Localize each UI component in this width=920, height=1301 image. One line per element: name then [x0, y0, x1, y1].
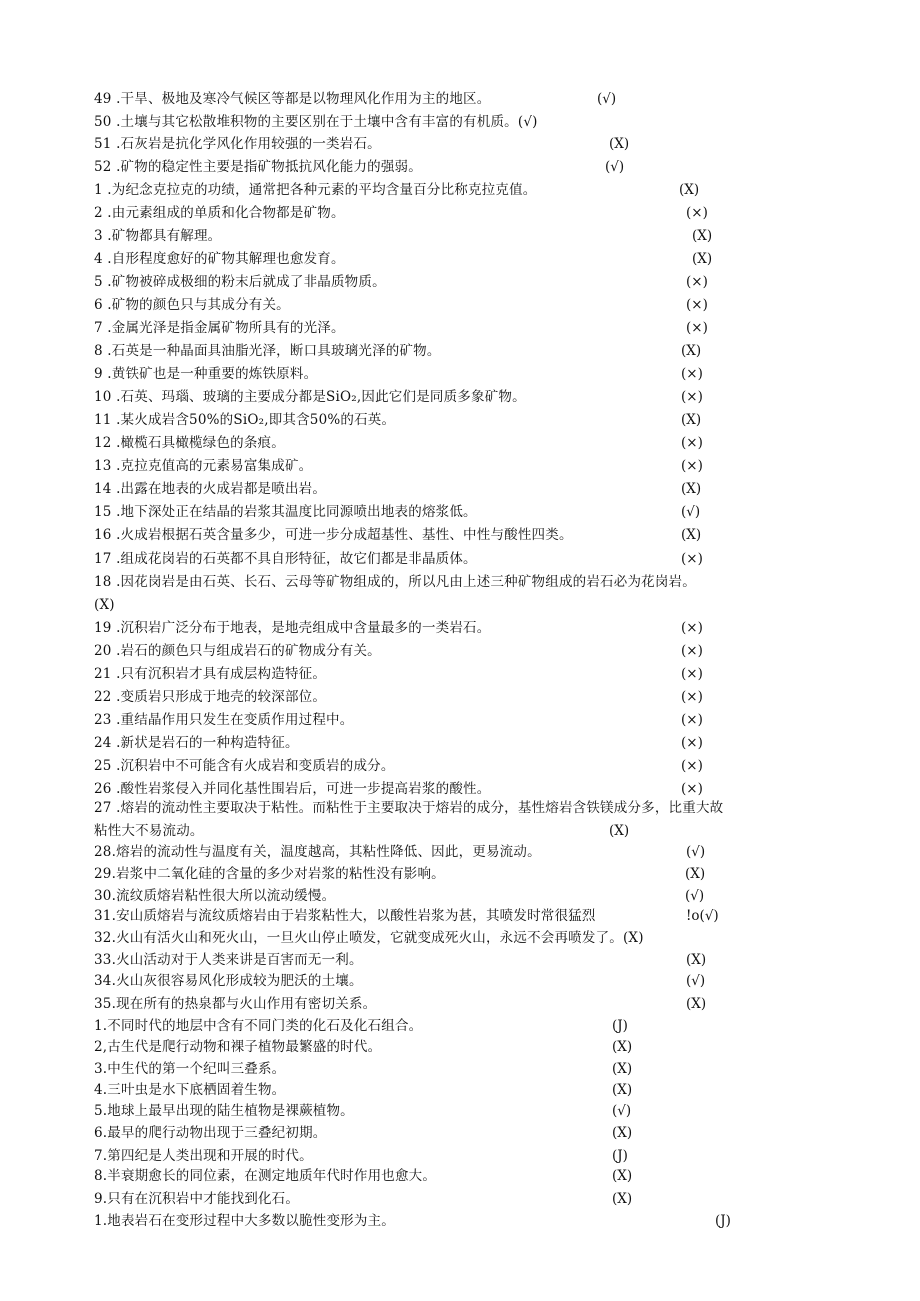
- question-text: 13 .克拉克值高的元素易富集成矿。: [94, 458, 313, 474]
- question-line: [0, 479, 920, 501]
- answer-mark: (×): [681, 551, 703, 567]
- question-line: [0, 525, 920, 547]
- answer-mark: (×): [681, 458, 703, 474]
- answer-mark: (√): [681, 504, 701, 520]
- question-line: [0, 1166, 920, 1188]
- question-line: [0, 295, 920, 317]
- question-text: 3 .矿物都具有解理。: [94, 228, 222, 244]
- question-line: [0, 1123, 920, 1145]
- answer-mark: (×): [681, 366, 703, 382]
- question-text: 52 .矿物的稳定性主要是指矿物抵抗风化能力的强弱。: [94, 159, 422, 175]
- question-text: 49 .干旱、极地及寒冷气候区等都是以物理风化作用为主的地区。: [94, 91, 491, 107]
- question-line: [0, 906, 920, 928]
- question-line: [0, 798, 920, 820]
- answer-mark: (×): [686, 320, 708, 336]
- question-text: 25 .沉积岩中不可能含有火成岩和变质岩的成分。: [94, 758, 395, 774]
- question-line: [0, 950, 920, 972]
- question-text: 9 .黄铁矿也是一种重要的炼铁原料。: [94, 366, 318, 382]
- question-line: [0, 134, 920, 156]
- question-text: 4.三叶虫是水下底栖固着生物。: [94, 1082, 286, 1098]
- question-line: [0, 1211, 920, 1233]
- question-line: [0, 821, 920, 843]
- answer-mark: (X): [686, 952, 707, 968]
- answer-mark: (X): [686, 996, 707, 1012]
- question-line: [0, 433, 920, 455]
- answer-mark: (×): [686, 297, 708, 313]
- question-line: [0, 994, 920, 1016]
- answer-mark: (×): [681, 389, 703, 405]
- question-line: [0, 710, 920, 732]
- answer-mark: (J): [612, 1018, 628, 1034]
- answer-mark: (X): [692, 228, 713, 244]
- answer-mark: (X): [685, 866, 706, 882]
- answer-mark: (X): [681, 343, 702, 359]
- question-line: [0, 549, 920, 571]
- answer-mark: (X): [681, 412, 702, 428]
- question-line: [0, 203, 920, 225]
- answer-mark: (X): [681, 527, 702, 543]
- question-text: 50 .土壤与其它松散堆积物的主要区别在于土壤中含有丰富的有机质。(√): [94, 114, 538, 130]
- question-text: 5.地球上最早出现的陆生植物是裸蕨植物。: [94, 1103, 354, 1119]
- question-text: 7 .金属光泽是指金属矿物所具有的光泽。: [94, 320, 345, 336]
- question-line: [0, 157, 920, 179]
- answer-mark: (X): [612, 1168, 633, 1184]
- answer-mark: (×): [681, 643, 703, 659]
- question-text: 8 .石英是一种晶面具油脂光泽，断口具玻璃光泽的矿物。: [94, 343, 441, 359]
- question-text: 1.不同时代的地层中含有不同门类的化石及化石组合。: [94, 1018, 423, 1034]
- question-text: 31.安山质熔岩与流纹质熔岩由于岩浆粘性大，以酸性岩浆为甚，其喷发时常很猛烈: [94, 908, 596, 924]
- answer-mark: (J): [715, 1213, 731, 1229]
- question-line: [0, 664, 920, 686]
- answer-mark: (X): [681, 481, 702, 497]
- answer-mark: (X): [612, 1082, 633, 1098]
- question-text: 7.第四纪是人类出现和开展的时代。: [94, 1148, 313, 1164]
- question-text: 20 .岩石的颜色只与组成岩石的矿物成分有关。: [94, 643, 381, 659]
- question-text: 28.熔岩的流动性与温度有关，温度越高，其粘性降低、因此，更易流动。: [94, 844, 541, 860]
- question-text: 22 .变质岩只形成于地壳的较深部位。: [94, 689, 327, 705]
- question-text: 16 .火成岩根据石英含量多少，可进一步分成超基性、基性、中性与酸性四类。: [94, 527, 573, 543]
- question-text: 33.火山活动对于人类来讲是百害而无一利。: [94, 952, 363, 968]
- answer-mark: (×): [681, 758, 703, 774]
- question-line: [0, 502, 920, 524]
- question-text: 26 .酸性岩浆侵入并同化基性围岩后，可进一步提高岩浆的酸性。: [94, 781, 491, 797]
- answer-mark: (J): [612, 1148, 628, 1164]
- question-line: [0, 1080, 920, 1102]
- question-line: [0, 410, 920, 432]
- answer-mark: (X): [609, 136, 630, 152]
- question-line: [0, 341, 920, 363]
- question-text: 30.流纹质熔岩粘性很大所以流动缓慢。: [94, 888, 336, 904]
- question-line: [0, 364, 920, 386]
- question-line: [0, 1037, 920, 1059]
- question-text: 2,古生代是爬行动物和裸子植物最繁盛的时代。: [94, 1039, 382, 1055]
- question-text: 3.中生代的第一个纪叫三叠系。: [94, 1061, 286, 1077]
- question-line: [0, 387, 920, 409]
- question-text: 8.半衰期愈长的同位素，在测定地质年代时作用也愈大。: [94, 1168, 437, 1184]
- answer-mark: (X): [692, 251, 713, 267]
- question-line: [0, 1059, 920, 1081]
- answer-mark: (X): [612, 1191, 633, 1207]
- question-text: 粘性大不易流动。: [94, 823, 204, 839]
- question-line: [0, 272, 920, 294]
- question-line: [0, 249, 920, 271]
- answer-mark: (X): [612, 1039, 633, 1055]
- question-line: [0, 641, 920, 663]
- question-text: 15 .地下深处正在结晶的岩浆其温度比同源喷出地表的熔浆低。: [94, 504, 477, 520]
- question-line: [0, 971, 920, 993]
- question-text: 19 .沉积岩广泛分布于地表，是地壳组成中含量最多的一类岩石。: [94, 620, 491, 636]
- question-text: 6.最早的爬行动物出现于三叠纪初期。: [94, 1125, 327, 1141]
- answer-mark: (X): [609, 823, 630, 839]
- question-line: [0, 226, 920, 248]
- question-line: [0, 886, 920, 908]
- question-text: 11 .某火成岩含50%的SiO₂,即其含50%的石英。: [94, 412, 396, 428]
- question-line: [0, 1146, 920, 1168]
- answer-mark: (×): [681, 781, 703, 797]
- question-line: [0, 1189, 920, 1211]
- question-line: [0, 756, 920, 778]
- answer-mark: (√): [686, 973, 706, 989]
- question-text: 24 .新状是岩石的一种构造特征。: [94, 735, 299, 751]
- question-line: [0, 1016, 920, 1038]
- question-line: [0, 595, 920, 617]
- question-text: 2 .由元素组成的单质和化合物都是矿物。: [94, 205, 345, 221]
- answer-mark: (×): [681, 435, 703, 451]
- question-text: (X): [94, 597, 115, 613]
- answer-mark: (×): [686, 205, 708, 221]
- answer-mark: (√): [597, 91, 617, 107]
- answer-mark: (×): [681, 689, 703, 705]
- question-line: [0, 733, 920, 755]
- question-line: [0, 456, 920, 478]
- answer-mark: !o(√): [686, 908, 719, 924]
- question-text: 27 .熔岩的流动性主要取决于粘性。而粘性于主要取决于熔岩的成分，基性熔岩含铁镁成分多，比重大故: [94, 800, 724, 816]
- answer-mark: (X): [612, 1125, 633, 1141]
- question-text: 9.只有在沉积岩中才能找到化石。: [94, 1191, 300, 1207]
- question-text: 1 .为纪念克拉克的功绩，通常把各种元素的平均含量百分比称克拉克值。: [94, 182, 537, 198]
- answer-mark: (×): [681, 620, 703, 636]
- question-text: 10 .石英、玛瑙、玻璃的主要成分都是SiO₂,因此它们是同质多象矿物。: [94, 389, 526, 405]
- answer-mark: (×): [681, 712, 703, 728]
- question-text: 1.地表岩石在变形过程中大多数以脆性变形为主。: [94, 1213, 395, 1229]
- question-text: 18 .因花岗岩是由石英、长石、云母等矿物组成的，所以凡由上述三种矿物组成的岩石必为花岗岩。: [94, 574, 696, 590]
- answer-mark: (√): [605, 159, 625, 175]
- answer-mark: (×): [686, 274, 708, 290]
- question-line: [0, 618, 920, 640]
- question-text: 14 .出露在地表的火成岩都是喷出岩。: [94, 481, 327, 497]
- question-line: [0, 89, 920, 111]
- question-text: 35.现在所有的热泉都与火山作用有密切关系。: [94, 996, 377, 1012]
- question-text: 21 .只有沉积岩才具有成层构造特征。: [94, 666, 327, 682]
- question-line: [0, 180, 920, 202]
- question-text: 4 .自形程度愈好的矿物其解理也愈发育。: [94, 251, 345, 267]
- question-text: 29.岩浆中二氧化硅的含量的多少对岩浆的粘性没有影响。: [94, 866, 445, 882]
- question-line: [0, 864, 920, 886]
- answer-mark: (X): [612, 1061, 633, 1077]
- question-text: 12 .橄榄石具橄榄绿色的条痕。: [94, 435, 285, 451]
- question-text: 6 .矿物的颜色只与其成分有关。: [94, 297, 290, 313]
- answer-mark: (√): [612, 1103, 632, 1119]
- question-line: [0, 1101, 920, 1123]
- question-text: 51 .石灰岩是抗化学风化作用较强的一类岩石。: [94, 136, 381, 152]
- answer-mark: (×): [681, 666, 703, 682]
- answer-mark: (√): [686, 844, 706, 860]
- question-line: [0, 318, 920, 340]
- question-line: [0, 687, 920, 709]
- question-text: 34.火山灰很容易风化形成较为肥沃的土壤。: [94, 973, 363, 989]
- question-text: 17 .组成花岗岩的石英都不具自形特征，故它们都是非晶质体。: [94, 551, 477, 567]
- answer-mark: (×): [681, 735, 703, 751]
- question-line: [0, 572, 920, 594]
- question-line: [0, 112, 920, 134]
- question-text: 23 .重结晶作用只发生在变质作用过程中。: [94, 712, 354, 728]
- question-text: 32.火山有活火山和死火山，一旦火山停止喷发，它就变成死火山，永远不会再喷发了。(X): [94, 930, 644, 946]
- answer-mark: (√): [685, 888, 705, 904]
- answer-mark: (X): [679, 182, 700, 198]
- question-line: [0, 928, 920, 950]
- question-line: [0, 842, 920, 864]
- question-text: 5 .矿物被碎成极细的粉末后就成了非晶质物质。: [94, 274, 386, 290]
